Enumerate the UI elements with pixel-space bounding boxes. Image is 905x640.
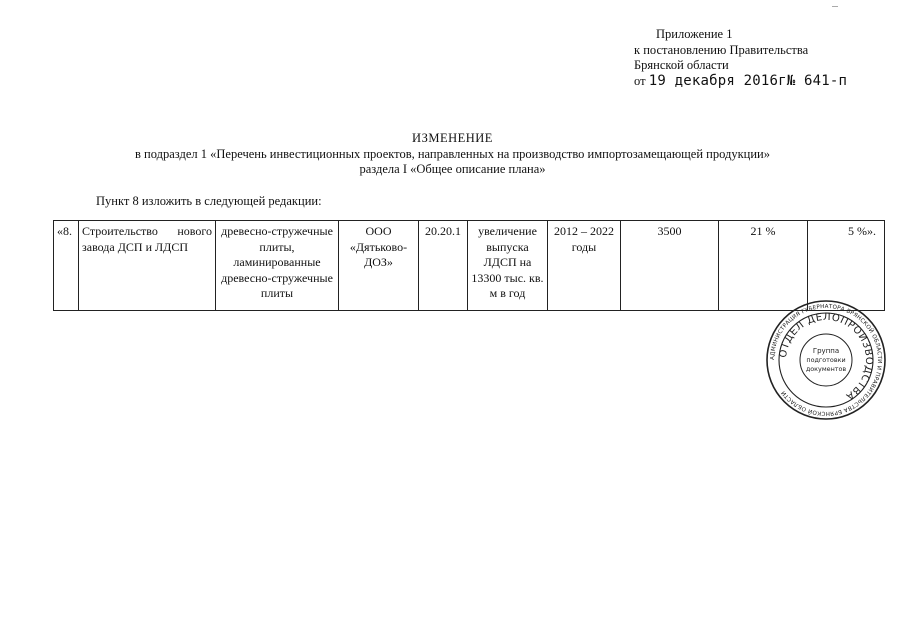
cell-project: Строительство нового завода ДСП и ЛДСП (79, 221, 216, 311)
cell-amount: 3500 (621, 221, 719, 311)
cell-period: 2012 – 2022 годы (548, 221, 621, 311)
cell-code: 20.20.1 (419, 221, 468, 311)
stamp-ring-text: АДМИНИСТРАЦИЯ ГУБЕРНАТОРА БРЯНСКОЙ ОБЛАСТИ И ПРАВИТЕЛЬСТВА БРЯНСКОЙ ОБЛАСТИ (769, 303, 883, 417)
project-table (53, 220, 885, 311)
document-heading (0, 131, 905, 178)
cell-products: древесно-стружечные плиты, ламинированные древесно-стружечные плиты (216, 221, 339, 311)
cell-number: «8. (54, 221, 79, 311)
heading-section: раздела I «Общее описание плана» (359, 162, 546, 176)
cell-company: ООО «Дятьково-ДОЗ» (339, 221, 419, 311)
official-stamp (765, 299, 887, 421)
table-row (54, 221, 885, 311)
appendix-date (634, 74, 847, 90)
appendix-title: Приложение 1 (656, 27, 733, 41)
appendix-resolution: к постановлению Правительства (634, 42, 809, 57)
scan-artifact (832, 6, 838, 7)
cell-share2: 5 %». (808, 221, 885, 311)
heading-title: ИЗМЕНЕНИЕ (412, 131, 493, 145)
appendix-date-prefix: от (634, 73, 646, 88)
appendix-region: Брянской области (634, 58, 729, 72)
instruction-text: Пункт 8 изложить в следующей редакции: (96, 194, 322, 208)
stamp-center-line3: документов (805, 365, 847, 373)
cell-result: увеличение выпуска ЛДСП на 13300 тыс. кв. м в год (468, 221, 548, 311)
cell-share1: 21 % (719, 221, 808, 311)
stamp-center-line1: Группа (812, 347, 840, 355)
stamp-seal-icon (765, 299, 887, 421)
stamp-arc-text: ОТДЕЛ ДЕЛОПРОИЗВОДСТВА (777, 311, 875, 402)
heading-subsection: в подраздел 1 «Перечень инвестиционных проектов, направленных на производство импортозамещающей продукции» (135, 146, 770, 161)
appendix-header (634, 27, 847, 89)
appendix-date-value: 19 декабря 2016г№ 641-п (648, 72, 848, 89)
stamp-center-line2: подготовки (806, 356, 846, 364)
